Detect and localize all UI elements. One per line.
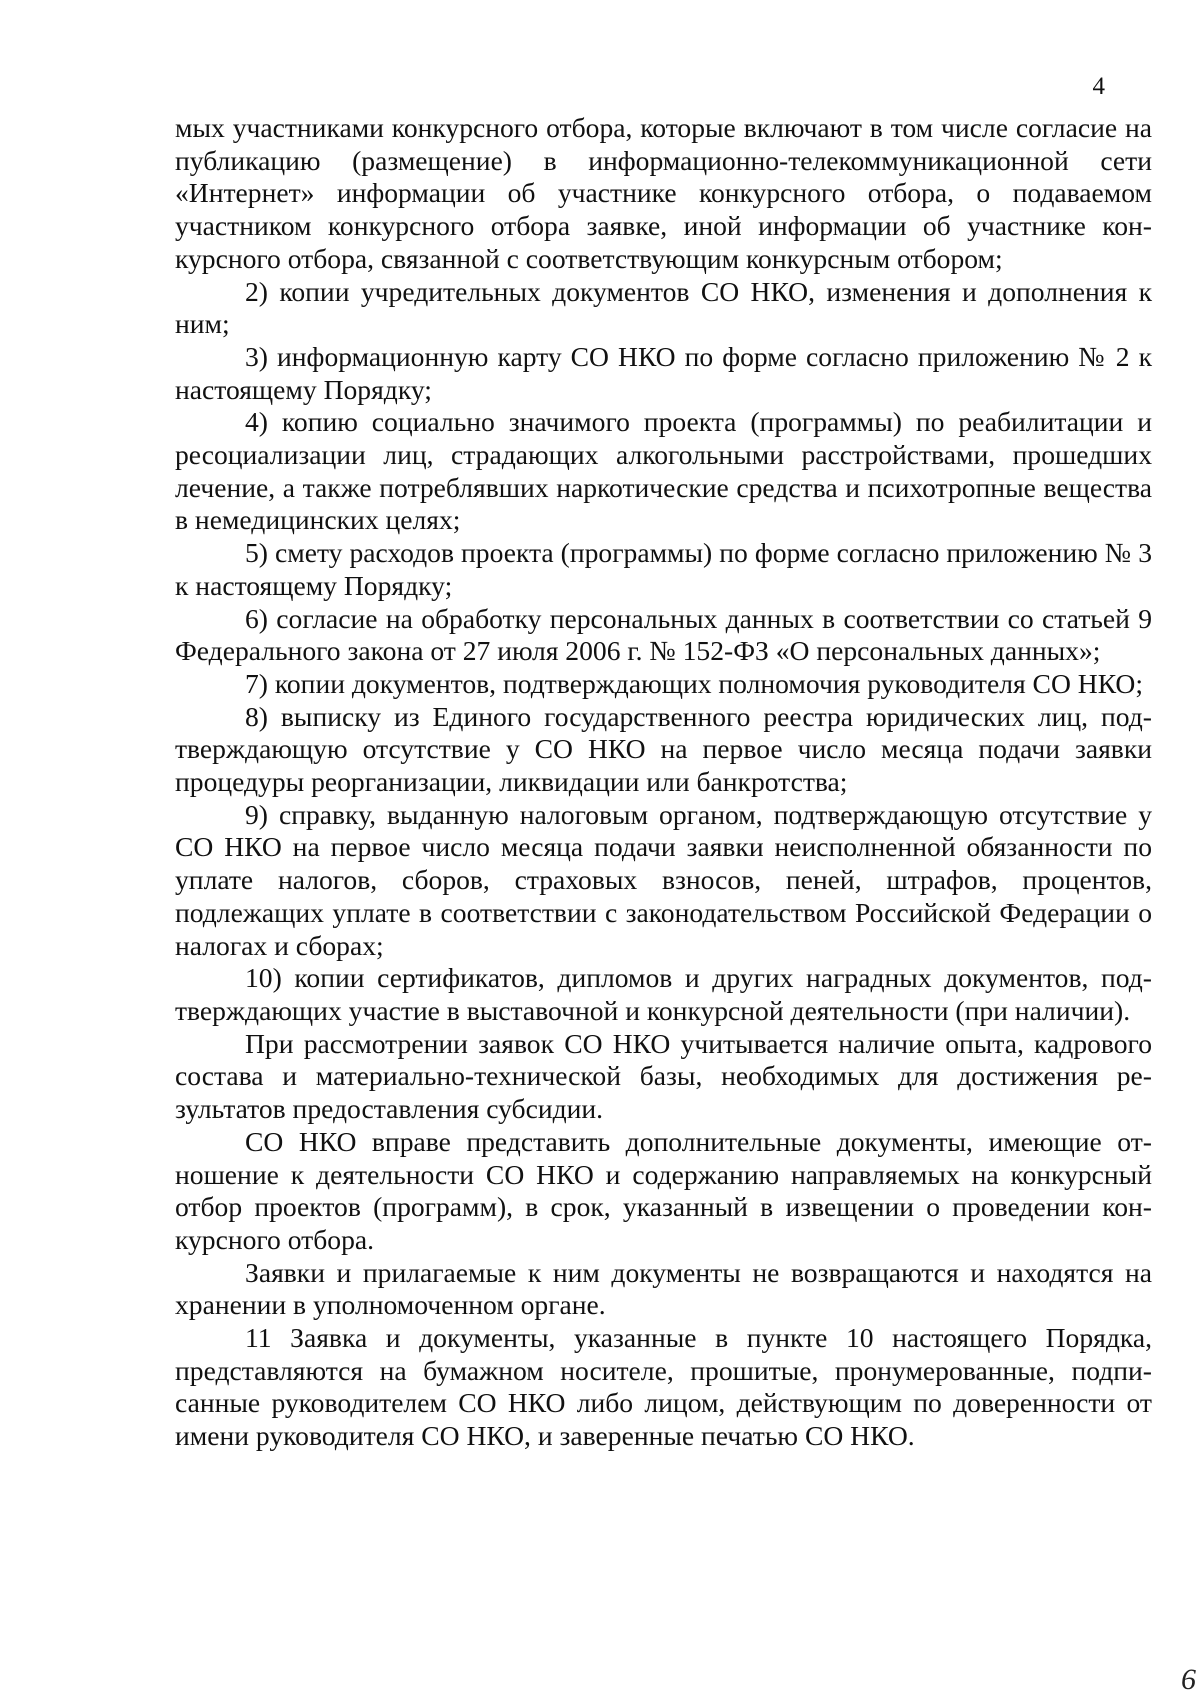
list-item-6: 6) согласие на обработку персональных данных в соответствии со статьей 9 Федерального закона от 27 июля 2006 г. № 152-ФЗ «О персональных данных»; [175,602,1152,667]
list-item-5: 5) смету расходов проекта (программы) по форме согласно приложению № 3 к настоящему Порядку; [175,537,1152,601]
list-item-9: 9) справку, выданную налоговым органом, подтверждающую отсутствие у СО НКО на первое число месяца подачи заявки неисполненной обязанности по уплате налогов, сборов, страховых взносов, пеней, штрафов, процентов, подлежащих уплате в соответствии с законодательством Российской Федерации о налогах и сборах; [175,798,1152,961]
list-item-2: 2) копии учредительных документов СО НКО, изменения и дополнения к ним; [175,275,1152,340]
list-item-8: 8) выписку из Единого государственного реестра юридических лиц, подтверждающую отсутствие у СО НКО на первое число месяца подачи заявки процедуры реорганизации, ликвидации или банкротства; [175,700,1152,798]
list-item-10: 10) копии сертификатов, дипломов и других наградных документов, подтверждающих участие в выставочной и конкурсной деятельности (при наличии). [175,962,1152,1026]
paragraph-clause-11: 11 Заявка и документы, указанные в пункте 10 настоящего Порядка, представляются на бумажном носителе, прошитые, пронумерованные, подписанные руководителем СО НКО либо лицом, действующим по доверенности от имени руководителя СО НКО, и заверенные печатью СО НКО. [175,1322,1152,1452]
list-item-7: 7) копии документов, подтверждающих полномочия руководителя СО НКО; [245,667,1144,699]
list-item-3: 3) информационную карту СО НКО по форме согласно приложению № 2 к настоящему Порядку; [175,340,1152,405]
handwritten-page-mark: 6 [1181,1663,1196,1696]
paragraph-additional-documents: СО НКО вправе представить дополнительные документы, имеющие отношение к деятельности СО НКО и содержанию направляемых на конкурсный отбор проектов (программ), в срок, указанный в извещении о проведении конкурсного отбора. [175,1125,1152,1255]
paragraph-review-criteria: При рассмотрении заявок СО НКО учитывается наличие опыта, кадрового состава и материально-технической базы, необходимых для достижения результатов предоставления субсидии. [175,1027,1152,1125]
list-item-4: 4) копию социально значимого проекта (программы) по реабилитации и ресоциализации лиц, страдающих алкогольными расстройствами, прошедших лечение, а также потреблявших наркотические средства и психотропные вещества в немедицинских целях; [175,406,1152,536]
paragraph-storage: Заявки и прилагаемые к ним документы не возвращаются и находятся на хранении в уполномоченном органе. [175,1256,1152,1321]
document-body [175,112,1152,1453]
paragraph-continuation: мых участниками конкурсного отбора, которые включают в том числе согласие на публикацию (размещение) в информационно-телекоммуникационной сети «Интернет» информации об участнике конкурсного отбора, о подаваемом участником конкурсного отбора заявке, иной информации об участнике конкурсного отбора, связанной с соответствующим конкурсным отбором; [175,112,1152,274]
page-number: 4 [1092,73,1105,100]
